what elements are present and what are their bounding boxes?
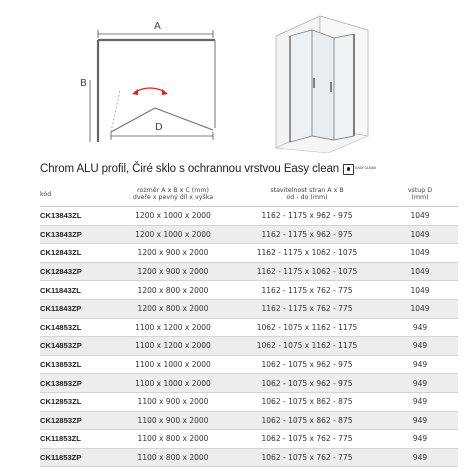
- row-adjust: 1162 - 1175 x 1062 - 1075: [232, 262, 382, 281]
- row-code: CK11853ZP: [40, 448, 114, 467]
- row-code: CK12843ZP: [40, 262, 114, 281]
- row-size: 1100 x 900 x 2000: [114, 392, 232, 411]
- header-code-label: kód: [40, 190, 52, 198]
- row-adjust: 1162 - 1175 x 762 - 775: [232, 299, 382, 318]
- row-entry: 1049: [382, 262, 458, 281]
- row-entry: 1049: [382, 299, 458, 318]
- table-row: [40, 430, 458, 449]
- header-size: [114, 182, 232, 207]
- row-entry: 949: [382, 392, 458, 411]
- product-diagrams: [0, 0, 470, 160]
- row-size: 1200 x 800 x 2000: [114, 281, 232, 300]
- row-adjust: 1062 - 1075 x 762 - 775: [232, 430, 382, 449]
- header-entry-line1: vstup D: [407, 187, 433, 194]
- table-row: [40, 299, 458, 318]
- header-code: [40, 182, 114, 207]
- table-row: [40, 392, 458, 411]
- row-adjust: 1162 - 1175 x 962 - 975: [232, 207, 382, 226]
- header-adjust: [232, 182, 382, 207]
- row-adjust: 1062 - 1075 x 862 - 875: [232, 411, 382, 430]
- row-entry: 949: [382, 318, 458, 337]
- enclosure-illustration: [268, 8, 378, 153]
- row-code: CK14853ZP: [40, 337, 114, 356]
- row-size: 1200 x 900 x 2000: [114, 262, 232, 281]
- row-code: CK13853ZL: [40, 355, 114, 374]
- row-code: CK13843ZP: [40, 225, 114, 244]
- row-size: 1100 x 900 x 2000: [114, 411, 232, 430]
- row-entry: 1049: [382, 244, 458, 263]
- row-adjust: 1062 - 1075 x 1162 - 1175: [232, 337, 382, 356]
- row-code: CK12853ZP: [40, 411, 114, 430]
- row-size: 1100 x 1000 x 2000: [114, 374, 232, 393]
- row-adjust: 1062 - 1075 x 962 - 975: [232, 374, 382, 393]
- table-row: [40, 337, 458, 356]
- row-size: 1100 x 800 x 2000: [114, 448, 232, 467]
- row-size: 1200 x 800 x 2000: [114, 299, 232, 318]
- header-entry: [382, 182, 458, 207]
- row-adjust: 1162 - 1175 x 762 - 775: [232, 281, 382, 300]
- table-row: [40, 355, 458, 374]
- table-row: [40, 374, 458, 393]
- header-size-line2: dveře x pevný díl x výška: [132, 194, 214, 201]
- row-adjust: 1162 - 1175 x 1062 - 1075: [232, 244, 382, 263]
- row-code: CK12853ZL: [40, 392, 114, 411]
- table-body: [40, 207, 458, 467]
- table-row: [40, 318, 458, 337]
- table-row: [40, 207, 458, 226]
- header-size-line1: rozměr A x B x C (mm): [137, 187, 209, 194]
- table-row: [40, 225, 458, 244]
- row-code: CK11843ZL: [40, 281, 114, 300]
- row-code: CK14853ZL: [40, 318, 114, 337]
- row-entry: 1049: [382, 225, 458, 244]
- heading-title: Chrom ALU profil, Čiré sklo s ochrannou vrstvou Easy clean: [40, 163, 340, 175]
- table-row: [40, 448, 458, 467]
- header-adjust-line2: od - do (mm): [286, 194, 328, 201]
- table-row: [40, 244, 458, 263]
- row-entry: 1049: [382, 207, 458, 226]
- floor-plan-diagram: [80, 20, 230, 160]
- row-adjust: 1062 - 1075 x 762 - 775: [232, 448, 382, 467]
- badge-text: EASY CLEAN: [355, 166, 376, 171]
- dimension-a-label: A: [154, 21, 161, 32]
- row-entry: 949: [382, 430, 458, 449]
- row-size: 1200 x 900 x 2000: [114, 244, 232, 263]
- row-entry: 949: [382, 374, 458, 393]
- row-adjust: 1062 - 1075 x 862 - 875: [232, 392, 382, 411]
- row-size: 1200 x 1000 x 2000: [114, 207, 232, 226]
- product-series-heading: [40, 161, 460, 177]
- row-code: CK13853ZP: [40, 374, 114, 393]
- row-code: CK13843ZL: [40, 207, 114, 226]
- row-entry: 1049: [382, 281, 458, 300]
- row-code: CK12843ZL: [40, 244, 114, 263]
- row-entry: 949: [382, 411, 458, 430]
- header-adjust-line1: stavitelnost stran A x B: [270, 187, 344, 194]
- enclosure-svg: [268, 8, 378, 153]
- row-entry: 949: [382, 355, 458, 374]
- header-entry-line2: (mm): [411, 194, 429, 201]
- easy-clean-badge: [343, 164, 376, 175]
- row-size: 1100 x 1000 x 2000: [114, 355, 232, 374]
- product-table: [40, 182, 458, 467]
- row-size: 1100 x 800 x 2000: [114, 430, 232, 449]
- row-adjust: 1062 - 1075 x 1162 - 1175: [232, 318, 382, 337]
- table-row: [40, 411, 458, 430]
- row-entry: 949: [382, 337, 458, 356]
- row-size: 1100 x 1200 x 2000: [114, 337, 232, 356]
- table-row: [40, 281, 458, 300]
- table-header-row: [40, 182, 458, 207]
- table-row: [40, 262, 458, 281]
- dimension-d-label: D: [155, 122, 163, 133]
- row-adjust: 1162 - 1175 x 962 - 975: [232, 225, 382, 244]
- row-size: 1100 x 1200 x 2000: [114, 318, 232, 337]
- floor-plan-svg: [80, 20, 230, 160]
- drop-icon: [343, 164, 354, 175]
- row-size: 1200 x 1000 x 2000: [114, 225, 232, 244]
- row-entry: 949: [382, 448, 458, 467]
- row-code: CK11843ZP: [40, 299, 114, 318]
- row-adjust: 1062 - 1075 x 962 - 975: [232, 355, 382, 374]
- dimension-b-label: B: [80, 78, 87, 89]
- row-code: CK11853ZL: [40, 430, 114, 449]
